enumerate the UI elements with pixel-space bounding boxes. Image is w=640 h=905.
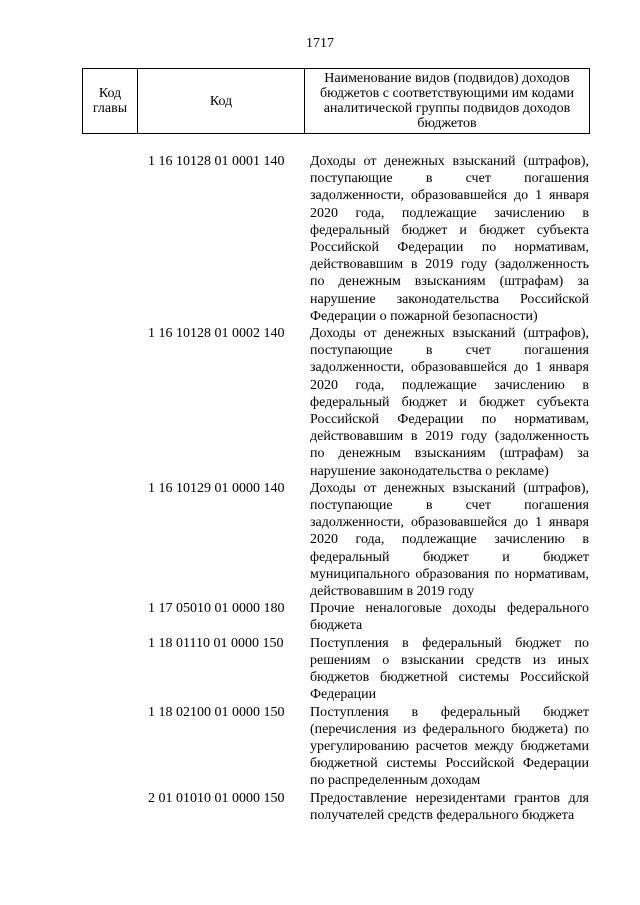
row-code: 1 16 10128 01 0002 140 (148, 326, 285, 342)
table-body (0, 153, 640, 824)
table-row (0, 704, 640, 790)
row-code: 2 01 01010 01 0000 150 (148, 790, 285, 806)
table-row (0, 600, 640, 634)
table-row (0, 790, 640, 824)
table-row (0, 480, 640, 600)
row-description: Прочие неналоговые доходы федерального бюджета (310, 601, 589, 634)
row-description: Доходы от денежных взысканий (штрафов), поступающие в счет погашения задолженности, образовавшейся до 1 января 2020 года, подлежащие зачислению в федеральный бюджет и бюджет субъекта Российской Федерации по нормативам, действовавшим в 2019 году (задолженность по денежным взысканиям (штрафам) за нарушение законодательства Российской Федерации о пожарной безопасности) (310, 154, 589, 324)
table-header (82, 68, 590, 134)
table-row (0, 153, 640, 325)
row-description: Поступления в федеральный бюджет (перечисления из федерального бюджета) по урегулированию расчетов между бюджетами бюджетной системы Российской Федерации по распределенным доходам (310, 704, 589, 789)
row-description: Доходы от денежных взысканий (штрафов), поступающие в счет погашения задолженности, образовавшейся до 1 января 2020 года, подлежащие зачислению в федеральный бюджет и бюджет муниципального образования по нормативам, действовавшим в 2019 году (310, 480, 589, 600)
row-code: 1 18 01110 01 0000 150 (148, 635, 284, 651)
row-code: 1 18 02100 01 0000 150 (148, 704, 285, 720)
row-code: 1 16 10129 01 0000 140 (148, 480, 285, 496)
table-row (0, 635, 640, 704)
row-description: Предоставление нерезидентами грантов для получателей средств федерального бюджета (310, 790, 589, 823)
row-code: 1 16 10128 01 0001 140 (148, 154, 285, 169)
row-code: 1 17 05010 01 0000 180 (148, 601, 285, 617)
row-description: Поступления в федеральный бюджет по решениям о взыскании средств из иных бюджетов бюджетной системы Российской Федерации (310, 635, 589, 703)
row-description: Доходы от денежных взысканий (штрафов), поступающие в счет погашения задолженности, образовавшейся до 1 января 2020 года, подлежащие зачислению в федеральный бюджет и бюджет субъекта Российской Федерации по нормативам, действовавшим в 2019 году (задолженность по денежным взысканиям (штрафам) за нарушение законодательства о рекламе) (310, 326, 589, 479)
table-row (0, 325, 640, 480)
page-number: 1717 (306, 36, 334, 51)
header-chapter-code: Код главы (83, 69, 138, 133)
header-code: Код (138, 69, 305, 133)
header-name: Наименование видов (подвидов) доходов бюджетов с соответствующими им кодами аналитической группы подвидов доходов бюджетов (320, 71, 574, 131)
